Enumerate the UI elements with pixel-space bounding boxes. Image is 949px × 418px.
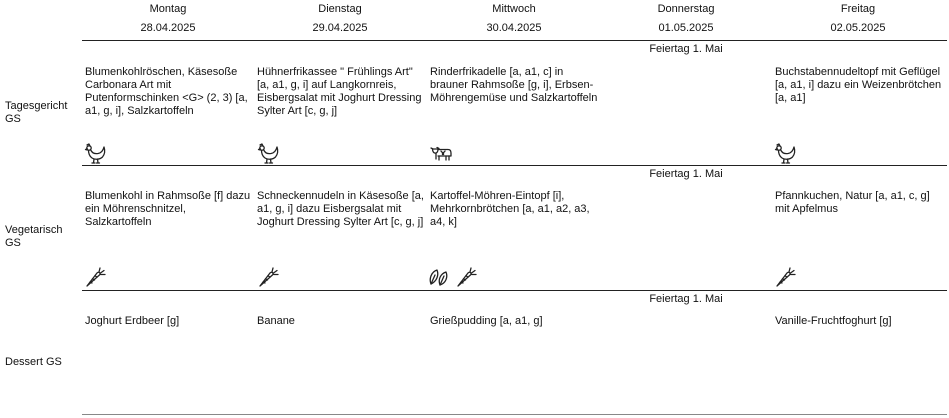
carrot-icon: [256, 265, 280, 289]
meal-cell: Rinderfrikadelle [a, a1, c] in brauner Rahmsoße [g, i], Erbsen-Möhrengemüse und Salzkartoffeln: [430, 66, 598, 104]
divider-row-1: [82, 165, 947, 166]
day-header-tuesday: [254, 0, 426, 38]
day-date: 30.04.2025: [486, 22, 542, 34]
holiday-note: Feiertag 1. Mai: [649, 168, 723, 180]
meal-cell: Hühnerfrikassee " Frühlings Art" [a, a1, g, i] auf Langkornreis, Eisbergsalat mit Joghurt Dressing Sylter Art [c, g, j]: [257, 66, 422, 117]
day-name: Donnerstag: [657, 3, 715, 15]
divider-row-2: [82, 290, 947, 291]
divider-bottom: [82, 414, 947, 415]
divider-top: [82, 40, 947, 41]
day-header-friday: [772, 0, 944, 38]
leaf-icon: [428, 265, 452, 289]
day-name: Freitag: [840, 3, 876, 15]
meal-cell: Banane: [257, 315, 295, 327]
holiday-note: Feiertag 1. Mai: [649, 293, 723, 305]
day-date: 02.05.2025: [830, 22, 886, 34]
day-date: 29.04.2025: [312, 22, 368, 34]
day-header-wednesday: [428, 0, 600, 38]
category-label-tagesgericht: Tagesgericht GS: [5, 100, 68, 125]
chicken-icon: [774, 141, 798, 165]
carrot-icon: [454, 265, 478, 289]
meal-cell: Joghurt Erdbeer [g]: [85, 315, 180, 327]
day-header-monday: [82, 0, 254, 38]
day-name: Dienstag: [318, 3, 362, 15]
meal-cell: Grießpudding [a, a1, g]: [430, 315, 543, 327]
cow-icon: [429, 141, 453, 165]
meal-cell: Pfannkuchen, Natur [a, a1, c, g] mit Apfelmus: [775, 190, 930, 215]
meal-cell: Vanille-Fruchtfoghurt [g]: [775, 315, 892, 327]
day-date: 01.05.2025: [658, 22, 714, 34]
category-label-dessert: Dessert GS: [5, 356, 62, 368]
meal-cell: Blumenkohlröschen, Käsesoße Carbonara Art mit Putenformschinken <G> (2, 3) [a, a1, g, i], Salzkartoffeln: [85, 66, 248, 117]
chicken-icon: [257, 141, 281, 165]
day-date: 28.04.2025: [140, 22, 196, 34]
chicken-icon: [84, 141, 108, 165]
meal-cell: Buchstabennudeltopf mit Geflügel [a, a1, i] dazu ein Weizenbrötchen [a, a1]: [775, 66, 942, 104]
day-name: Montag: [149, 3, 187, 15]
carrot-icon: [773, 265, 797, 289]
carrot-icon: [83, 265, 107, 289]
meal-cell: Schneckennudeln in Käsesoße [a, a1, g, i] dazu Eisbergsalat mit Joghurt Dressing Sylter Art [c, g, j]: [257, 190, 424, 228]
meal-cell: Kartoffel-Möhren-Eintopf [i], Mehrkornbrötchen [a, a1, a2, a3, a4, k]: [430, 190, 590, 228]
meal-cell: Blumenkohl in Rahmsoße [f] dazu ein Möhrenschnitzel, Salzkartoffeln: [85, 190, 251, 228]
day-header-thursday: [600, 0, 772, 38]
category-label-vegetarisch: Vegetarisch GS: [5, 224, 63, 249]
holiday-note: Feiertag 1. Mai: [649, 43, 723, 55]
day-name: Mittwoch: [492, 3, 536, 15]
